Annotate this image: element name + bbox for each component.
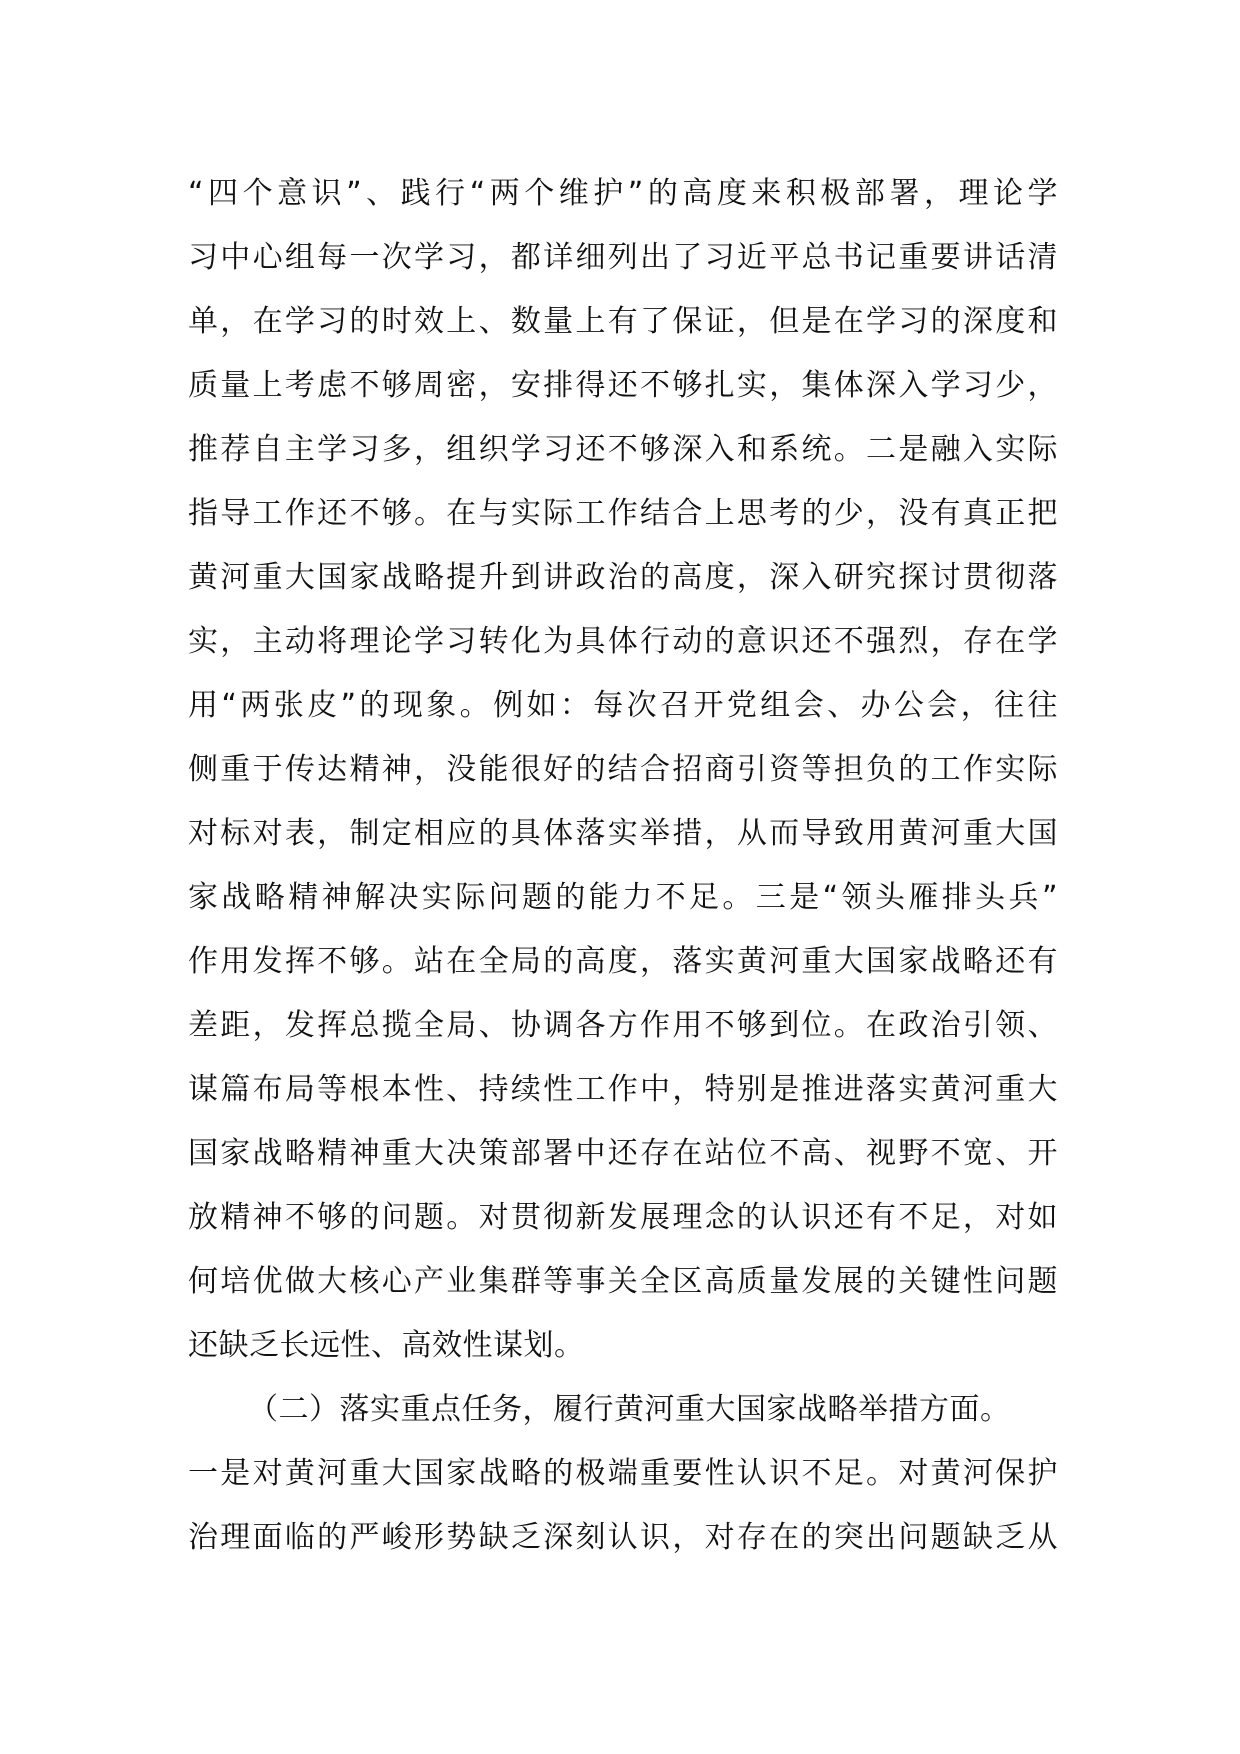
paragraph-line: “四个意识”、践行“两个维护”的高度来积极部署，理论学 bbox=[188, 176, 1058, 211]
paragraph-line: 家战略精神解决实际问题的能力不足。三是“领头雁排头兵” bbox=[188, 880, 1058, 915]
paragraph-line: 放精神不够的问题。对贯彻新发展理念的认识还有不足，对如 bbox=[188, 1200, 1058, 1235]
paragraph-line: 单，在学习的时效上、数量上有了保证，但是在学习的深度和 bbox=[188, 304, 1058, 339]
paragraph-line: 侧重于传达精神，没能很好的结合招商引资等担负的工作实际 bbox=[188, 752, 1058, 787]
paragraph-line: 治理面临的严峻形势缺乏深刻认识，对存在的突出问题缺乏从 bbox=[188, 1520, 1058, 1555]
paragraph-line: 推荐自主学习多，组织学习还不够深入和系统。二是融入实际 bbox=[188, 432, 1058, 467]
paragraph-line: 对标对表，制定相应的具体落实举措，从而导致用黄河重大国 bbox=[188, 816, 1058, 851]
paragraph-line: 何培优做大核心产业集群等事关全区高质量发展的关键性问题 bbox=[188, 1264, 1058, 1299]
paragraph-line: 还缺乏长远性、高效性谋划。 bbox=[188, 1328, 585, 1363]
paragraph-line: 作用发挥不够。站在全局的高度，落实黄河重大国家战略还有 bbox=[188, 944, 1058, 979]
paragraph-line: 差距，发挥总揽全局、协调各方作用不够到位。在政治引领、 bbox=[188, 1008, 1058, 1043]
paragraph-line: 国家战略精神重大决策部署中还存在站位不高、视野不宽、开 bbox=[188, 1136, 1058, 1171]
paragraph-line: 指导工作还不够。在与实际工作结合上思考的少，没有真正把 bbox=[188, 496, 1058, 531]
paragraph-line: 一是对黄河重大国家战略的极端重要性认识不足。对黄河保护 bbox=[188, 1456, 1058, 1491]
paragraph-line: 习中心组每一次学习，都详细列出了习近平总书记重要讲话清 bbox=[188, 240, 1058, 275]
body-text bbox=[188, 162, 1058, 1570]
section-heading-line: （二）落实重点任务，履行黄河重大国家战略举措方面。 bbox=[248, 1392, 1011, 1427]
paragraph-line: 谋篇布局等根本性、持续性工作中，特别是推进落实黄河重大 bbox=[188, 1072, 1058, 1107]
paragraph-line: 黄河重大国家战略提升到讲政治的高度，深入研究探讨贯彻落 bbox=[188, 560, 1058, 595]
paragraph-line: 实，主动将理论学习转化为具体行动的意识还不强烈，存在学 bbox=[188, 624, 1058, 659]
paragraph-line: 质量上考虑不够周密，安排得还不够扎实，集体深入学习少， bbox=[188, 368, 1058, 403]
paragraph-line: 用“两张皮”的现象。例如：每次召开党组会、办公会，往往 bbox=[188, 688, 1058, 723]
